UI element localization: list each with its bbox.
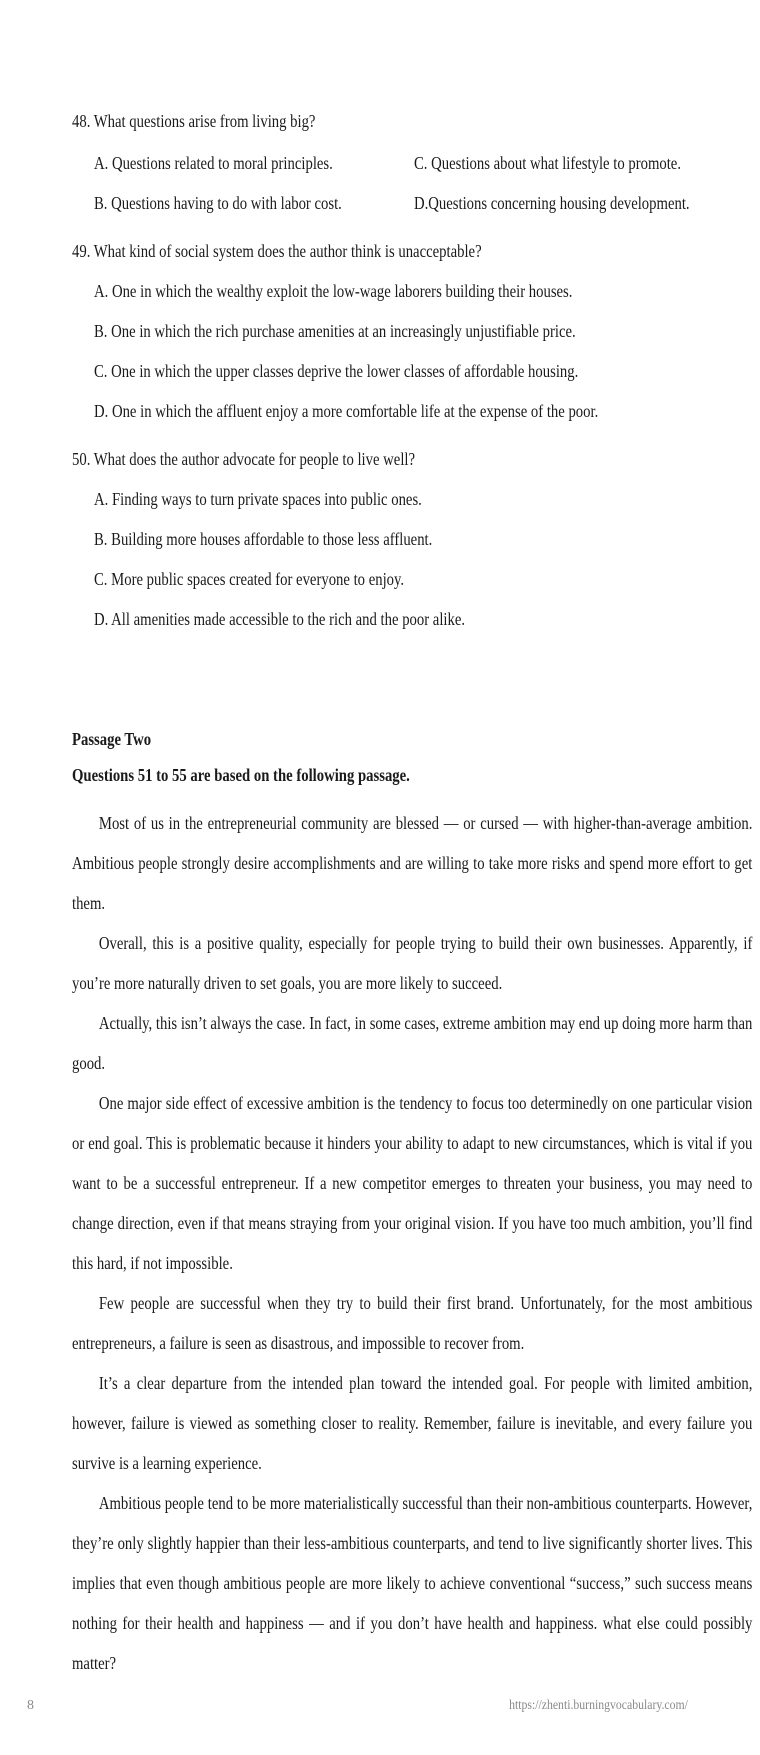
question-48-option-b: B. Questions having to do with labor cost. [94,193,342,213]
page-number: 8 [27,1698,34,1713]
source-url: https://zhenti.burningvocabulary.com/ [509,1698,688,1713]
passage-paragraph-5: Few people are successful when they try to build their first brand. Unfortunately, for the most ambitious entrepreneurs, a failure is seen as disastrous, and impossible to recover from. [72,1293,753,1353]
question-49-stem: 49. What kind of social system does the author think is unacceptable? [72,241,482,261]
question-50-option-b: B. Building more houses affordable to those less affluent. [94,529,433,549]
question-48-stem: 48. What questions arise from living big? [72,111,316,131]
question-50-stem: 50. What does the author advocate for people to live well? [72,449,416,469]
question-50-option-a: A. Finding ways to turn private spaces into public ones. [94,489,422,509]
passage-paragraph-7: Ambitious people tend to be more materialistically successful than their non-ambitious counterparts. However, they’re only slightly happier than their less-ambitious counterparts, and tend to live significantly shorter lives. This implies that even though ambitious people are more likely to achieve conventional “success,” such success means nothing for their health and happiness — and if you don’t have health and happiness. what else could possibly matter? [72,1493,753,1673]
question-48-option-a: A. Questions related to moral principles. [94,153,333,173]
passage-paragraph-1: Most of us in the entrepreneurial community are blessed — or cursed — with higher-than-average ambition. Ambitious people strongly desire accomplishments and are willing to take more risks and spend more effort to get them. [72,813,753,913]
passage-title: Passage Two [72,729,152,749]
question-50-option-c: C. More public spaces created for everyone to enjoy. [94,569,405,589]
passage-paragraph-2: Overall, this is a positive quality, especially for people trying to build their own businesses. Apparently, if you’re more naturally driven to set goals, you are more likely to succeed. [72,933,753,993]
passage-paragraph-6: It’s a clear departure from the intended plan toward the intended goal. For people with limited ambition, however, failure is viewed as something closer to reality. Remember, failure is inevitable, and every failure you survive is a learning experience. [72,1373,753,1473]
question-48-option-c: C. Questions about what lifestyle to promote. [414,153,682,173]
question-49-option-b: B. One in which the rich purchase amenities at an increasingly unjustifiable price. [94,321,576,341]
passage-paragraph-3: Actually, this isn’t always the case. In fact, in some cases, extreme ambition may end up doing more harm than good. [72,1013,753,1073]
question-50-option-d: D. All amenities made accessible to the rich and the poor alike. [94,609,466,629]
question-49-option-d: D. One in which the affluent enjoy a more comfortable life at the expense of the poor. [94,401,599,421]
question-48-option-d: D.Questions concerning housing development. [414,193,690,213]
question-49-option-a: A. One in which the wealthy exploit the low-wage laborers building their houses. [94,281,573,301]
question-49-option-c: C. One in which the upper classes deprive the lower classes of affordable housing. [94,361,579,381]
passage-body [72,803,752,1683]
passage-subtitle: Questions 51 to 55 are based on the following passage. [72,765,410,785]
passage-paragraph-4: One major side effect of excessive ambition is the tendency to focus too determinedly on one particular vision or end goal. This is problematic because it hinders your ability to adapt to new circumstances, which is vital if you want to be a successful entrepreneur. If a new competitor emerges to threaten your business, you may need to change direction, even if that means straying from your original vision. If you have too much ambition, you’ll find this hard, if not impossible. [72,1093,753,1273]
